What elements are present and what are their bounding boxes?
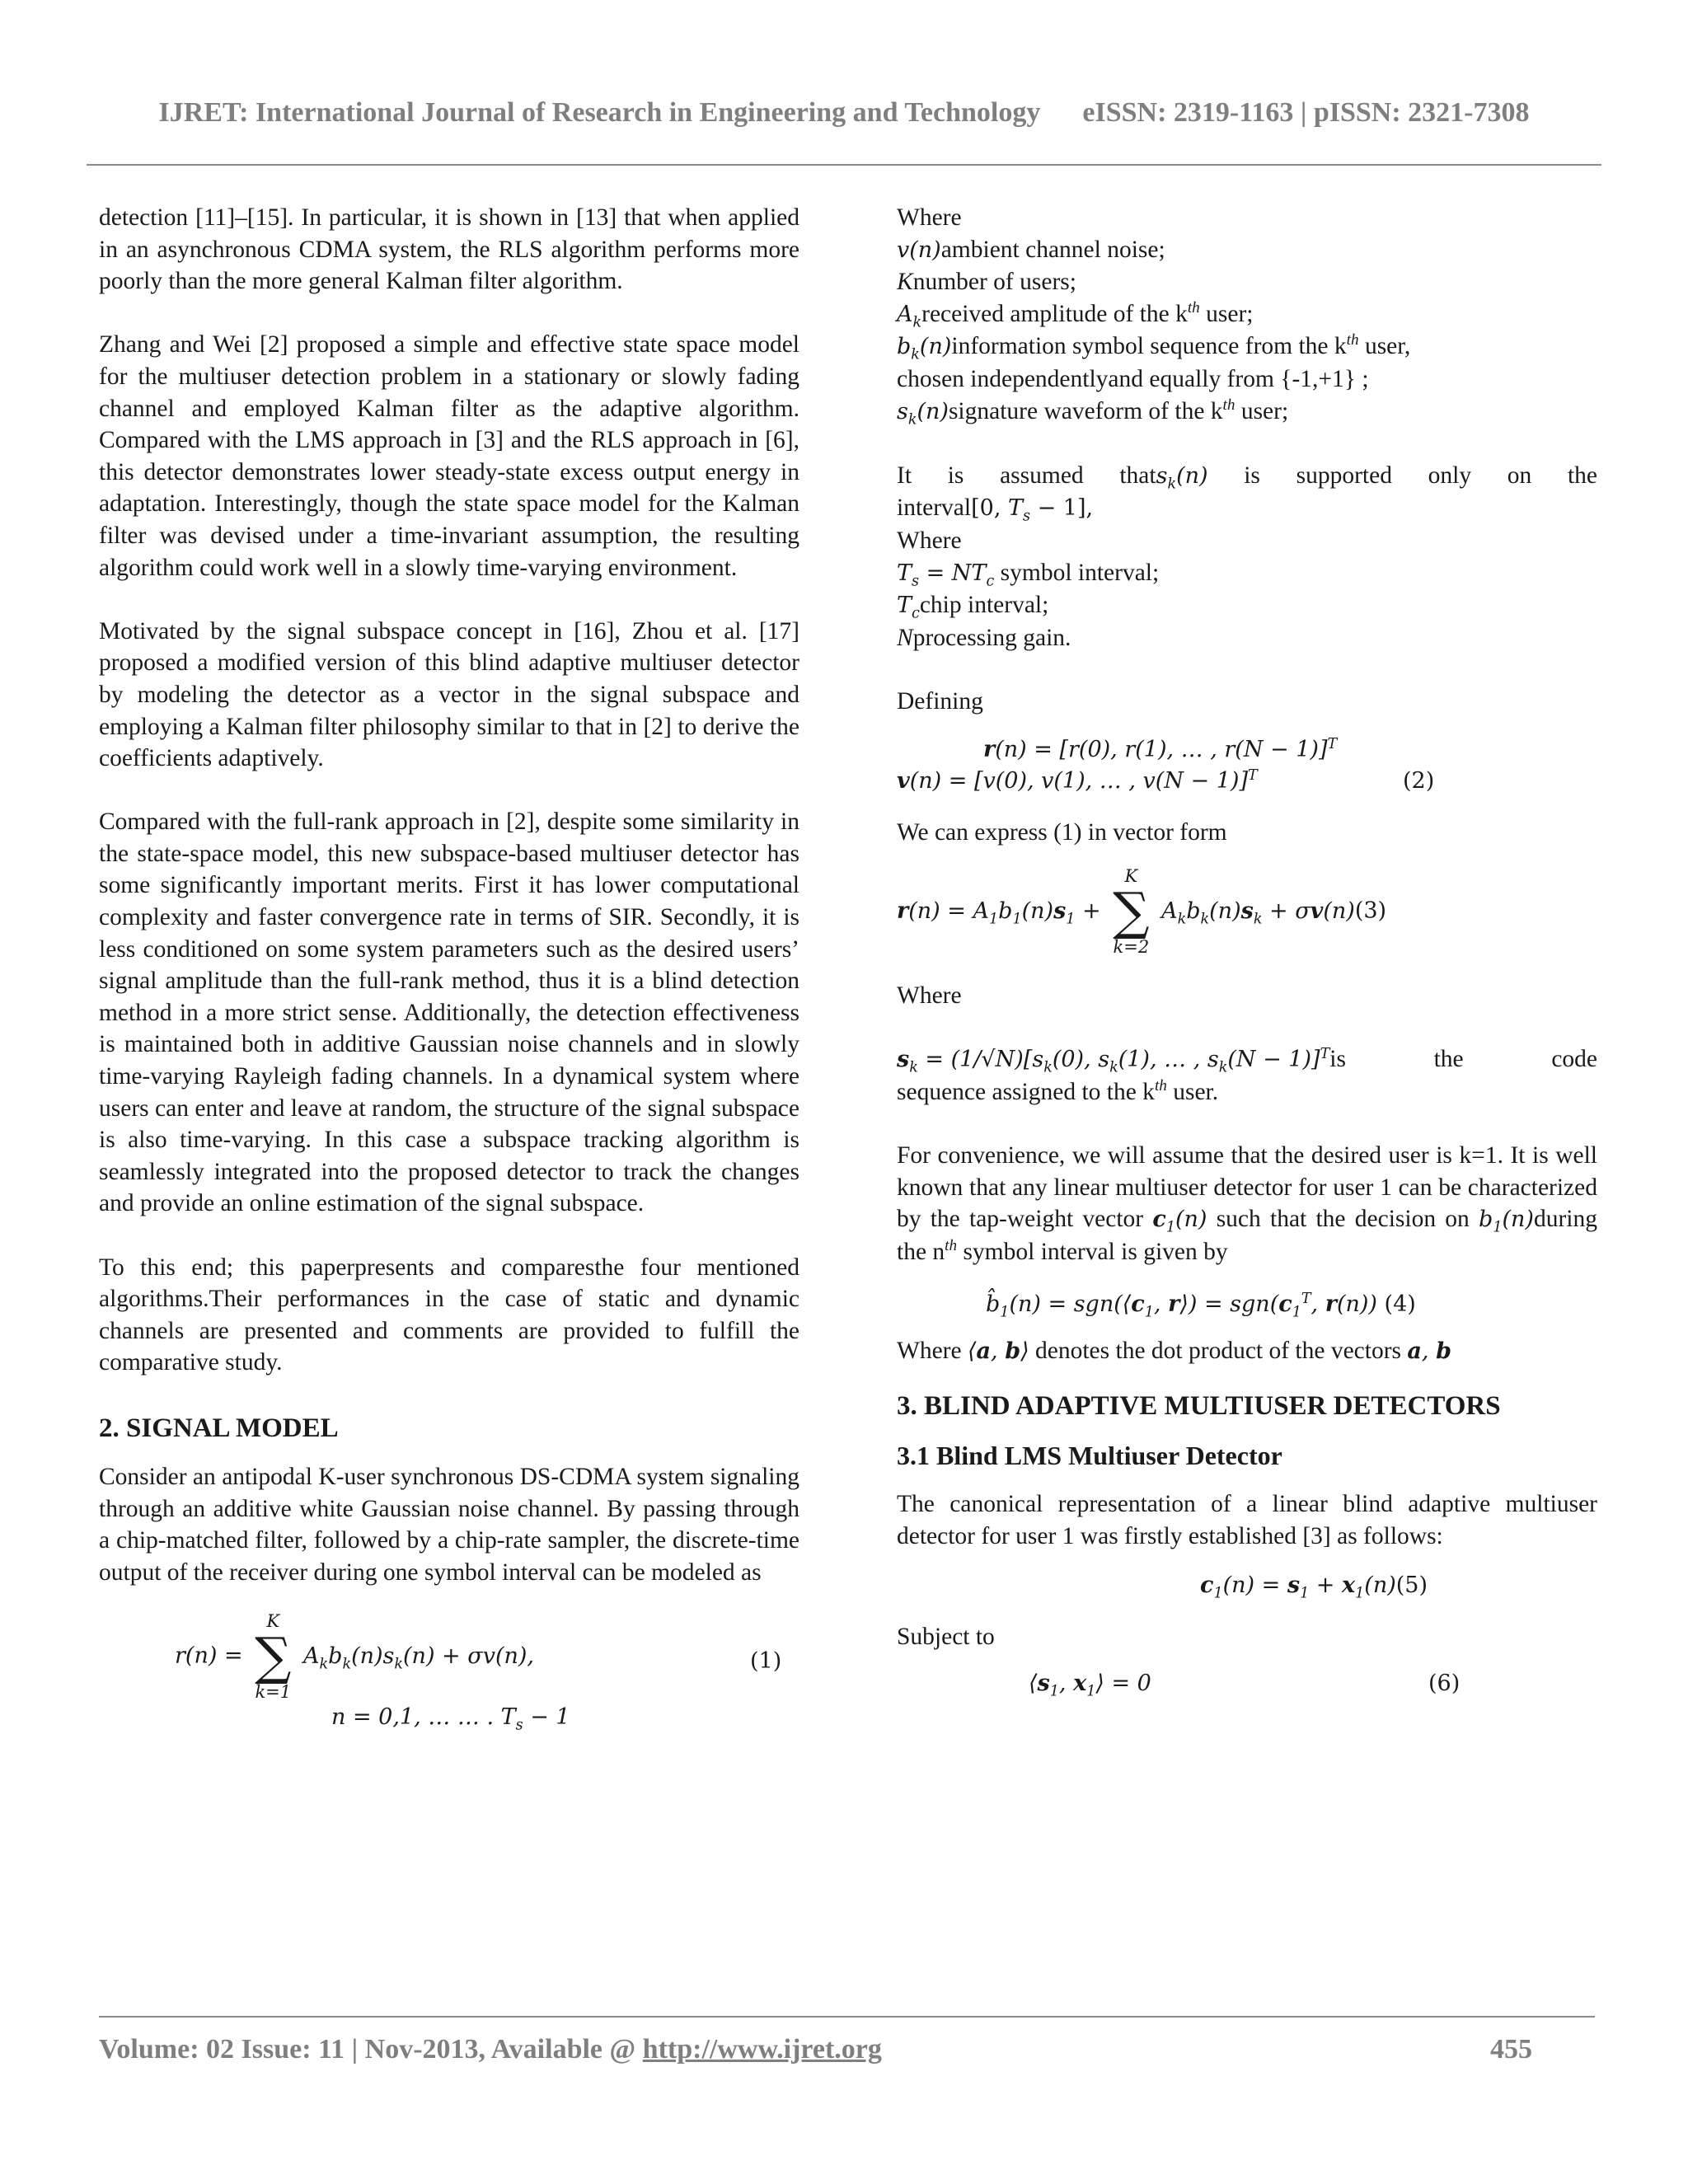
where-label-2: Where (897, 527, 962, 554)
journal-title: IJRET: International Journal of Research in Engineering and Technology (158, 97, 1041, 128)
paragraph-canonical: The canonical representation of a linear blind adaptive multiuser detector for user 1 was firstly established [3] as follows: (897, 1491, 1597, 1549)
paragraph-3: Motivated by the signal subspace concept in [16], Zhou et al. [17] proposed a modified version of this blind adaptive multiuser detector by modeling the detector as a vector in the signal subspace and employing a Kalman filter philosophy similar to that in [2] to derive the coefficients adaptively. (99, 617, 799, 772)
paragraph-convenience: For convenience, we will assume that the desired user is k=1. It is well known that any linear multiuser detector for user 1 can be characterized by the tap-weight vector $c_1(n)$ such that the decision on $b_1(n)during$ the $n^{th}$ symbol interval is given by (897, 1142, 1597, 1265)
eq2-number: (2) (1403, 767, 1435, 794)
assume-line: It is assumed thats$_k$(n) is supported only on the (897, 462, 1597, 493)
journal-issn: eISSN: 2319-1163 | pISSN: 2321-7308 (1082, 97, 1530, 128)
eq5-number: (5) (1395, 1572, 1428, 1599)
defining-label: Defining (897, 687, 983, 715)
paragraph-2: Zhang and Wei [2] proposed a simple and effective state space model for the multiuser detection problem in a stationary or slowly fading channel and employed Kalman filter as the adaptive algorithm. Compared with the LMS approach in [3] and the RLS approach in [6], this detector demonstrates lower steady-state excess output energy in adaptation. Interestingly, though the state space model for the Kalman filter was devised under a time-invariant assumption, the resulting algorithm could work well in a slowly time-varying environment. (99, 331, 799, 581)
left-column (99, 202, 799, 1745)
eq1-rhs-A: A (303, 1643, 320, 1669)
vector-form-text: We can express (1) in vector form (897, 818, 1227, 846)
def-s: $s_k(n)signature$ waveform of the $k^{th}$ user; (897, 396, 1289, 428)
def-A: $A_kreceived$ amplitude of the $k^{th}$ user; (897, 298, 1254, 331)
eq3-number: (3) (1354, 898, 1387, 924)
equation-5: $c_1(n) = s_1 + x_1(n)(5)$ (1200, 1572, 1428, 1602)
def-v: v(n)ambient channel noise; (897, 236, 1165, 263)
def-K: Knumber of users; (897, 269, 1076, 296)
footer-url-link[interactable]: http://www.ijret.org (642, 2034, 882, 2064)
paragraph-6: Consider an antipodal K-user synchronous DS-CDMA system signaling through an additive white Gaussian noise channel. By passing through a chip-matched filter, followed by a chip-rate sampler, the discrete-time output of the receiver during one symbol interval can be modeled as (99, 1463, 799, 1586)
eq6-number: (6) (1428, 1670, 1461, 1696)
page-number: 455 (1490, 2034, 1532, 2064)
def-Ts: $T_s = NT_c$ symbol interval; (897, 559, 1160, 589)
footer-volume: Volume: 02 Issue: 11 | Nov-2013, Available @ http://www.ijret.org (99, 2034, 882, 2064)
equation-3: $r(n) = A_1b_1(n)s_1$ + K ∑ k=2 $A_kb_k(n)s_k + \sigma v(n)(3)$ (897, 866, 1387, 958)
where-label-3: Where (897, 982, 962, 1010)
equation-2: r(n) = [r(0), r(1), … , r(N − 1)]$^T$ v(n) = [v(0), v(1), … , v(N − 1)]$^T$ (2) (897, 734, 1597, 817)
section-heading-signal-model: 2. SIGNAL MODEL (99, 1413, 339, 1443)
eq1-line2-end: − 1 (523, 1704, 570, 1731)
subsection-heading-lms: 3.1 Blind LMS Multiuser Detector (897, 1441, 1282, 1471)
def-Tc: $T_cchip$ interval; (897, 592, 1049, 622)
journal-header (0, 97, 1688, 129)
paragraph-1: detection [11]–[15]. In particular, it is shown in [13] that when applied in an asynchronous CDMA system, the RLS algorithm performs more poorly than the more general Kalman filter algorithm. (99, 204, 799, 295)
header-rule (87, 164, 1601, 166)
footer-rule (99, 2016, 1595, 2018)
sk-definition-line2: sequence assigned to the $k^{th}$ user. (897, 1077, 1219, 1105)
eq1-line2: n = 0,1, … … . T (331, 1704, 516, 1731)
dot-product-line: Where ⟨a, b⟩ denotes the dot product of the vectors a, b (897, 1338, 1451, 1365)
def-b: $b_k(n)information$ symbol sequence from the $k^{th}$ user, (897, 331, 1411, 363)
subject-to-label: Subject to (897, 1624, 995, 1651)
eq4-number: (4) (1376, 1291, 1416, 1318)
equation-6: $⟨s_1$, $x_1⟩ = 0$ (6) (897, 1668, 1597, 1709)
def-b-2: chosen independentlyand equally from {-1,+1} ; (897, 365, 1369, 392)
equation-1: r(n) = K ∑ k=1 $A_kb_k(n)s_k(n) + \sigma v(n)$, (1) n = 0,1, … … . $T_s - 1$ (175, 1611, 782, 1734)
equation-4: $b̂_1(n)$ = $sgn(⟨c_1$, r⟩) = $sgn(c_1^T$, r(n)) (4) (986, 1291, 1416, 1321)
paragraph-5: To this end; this paperpresents and comparesthe four mentioned algorithms.Their performances in the case of static and dynamic channels are presented and comments are provided to fulfill the comparative study. (99, 1254, 799, 1376)
eq1-number: (1) (750, 1648, 782, 1675)
where-label-1: Where (897, 204, 962, 231)
interval-line: interval[0, $T_s - 1$], (897, 494, 1094, 525)
def-N: Nprocessing gain. (897, 624, 1071, 651)
eq1-lhs: r(n) = (175, 1643, 243, 1669)
sk-definition-line: $s_k = (1/√N)[s_k(0)$, $s_k(1)$, … , $s_k(N - 1)]^Tis$ the code (897, 1046, 1597, 1076)
paragraph-4: Compared with the full-rank approach in [2], despite some similarity in the state-space model, this new subspace-based multiuser detector has some significantly important merits. First it has lower computational complexity and faster convergence rate in terms of SIR. Secondly, it is less conditioned on some system parameters such as the desired users’ signal amplitude than the full-rank method, thus it is a blind detection method in a more strict sense. Additionally, the detection effectiveness is maintained both in additive Gaussian noise channels and in slowly time-varying Rayleigh fading channels. In a dynamical system where users can enter and leave at random, the structure of the signal subspace is also time-varying. In this case a subspace tracking algorithm is seamlessly integrated into the proposed detector to track the changes and provide an online estimation of the signal subspace. (99, 808, 799, 1217)
section-heading-blind-adaptive: 3. BLIND ADAPTIVE MULTIUSER DETECTORS (897, 1391, 1501, 1422)
right-column (897, 202, 1597, 1709)
